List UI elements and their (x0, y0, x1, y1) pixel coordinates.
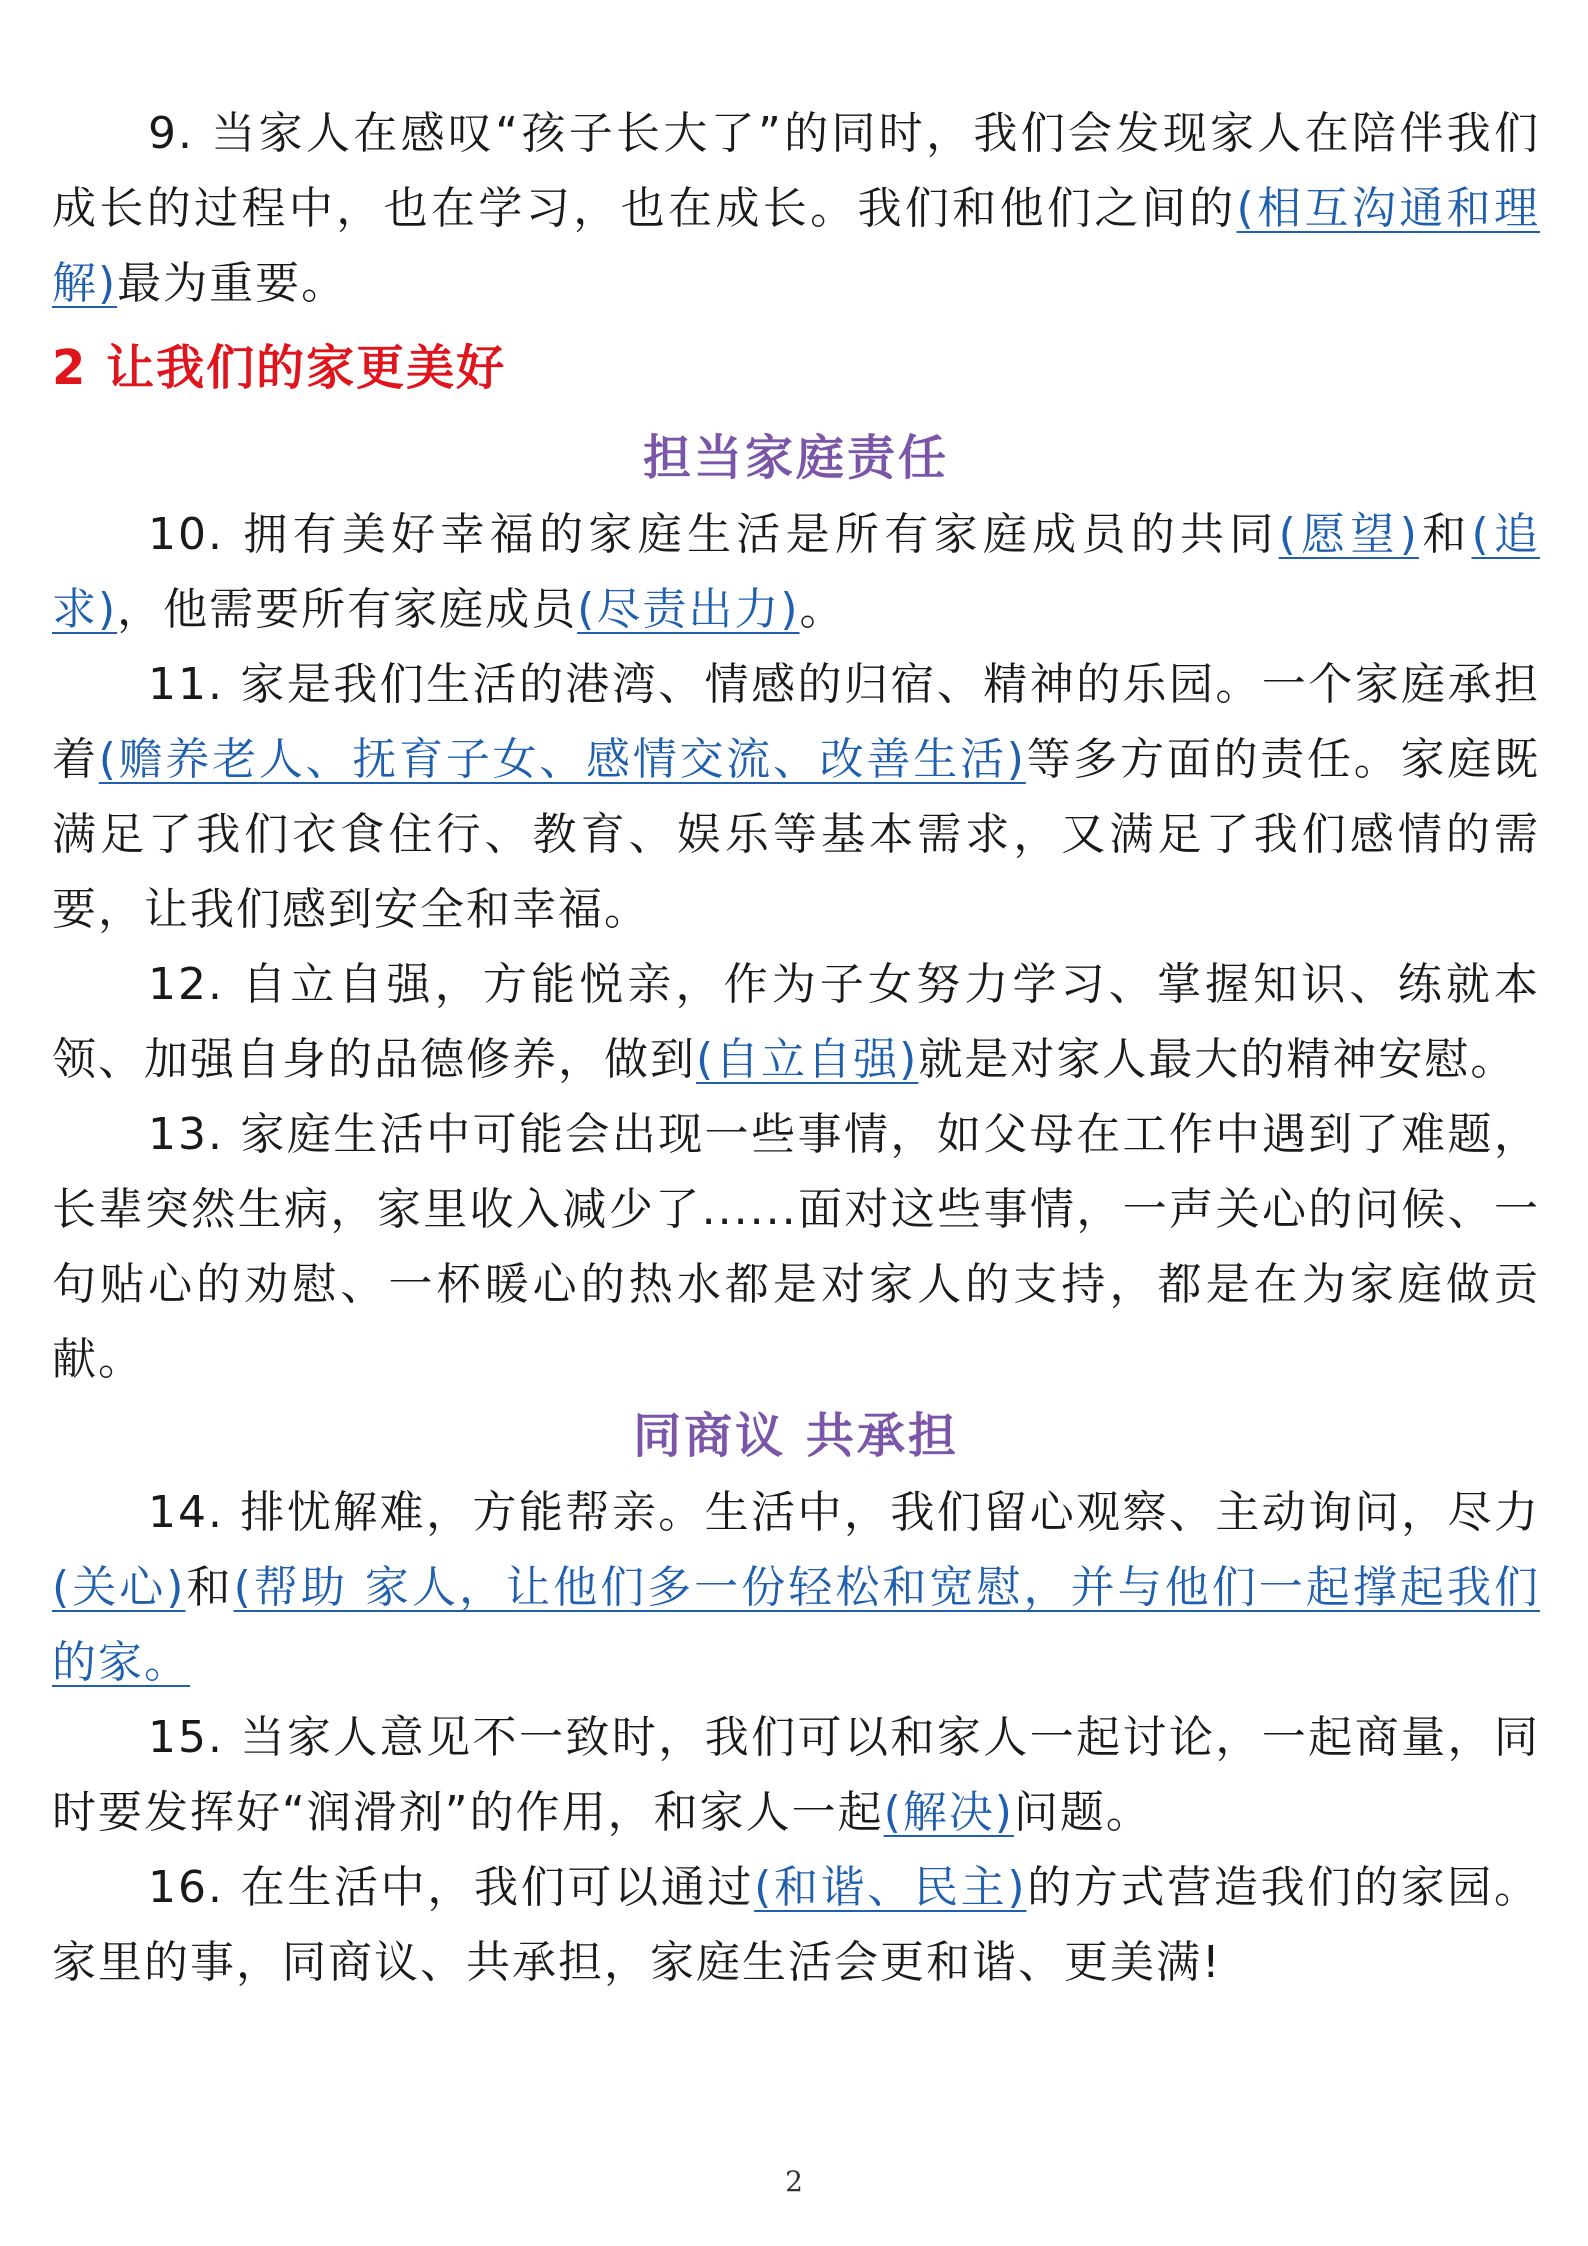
item-14 (52, 1475, 1540, 1700)
item-text: 15. 当家人意见不一致时，我们可以和家人一起讨论，一起商量，同时要发挥好“润滑剂”的作用，和家人一起 (52, 1712, 1540, 1838)
answer-blank: (和谐、民主) (754, 1862, 1027, 1913)
subheading-discuss-together: 同商议 共承担 (633, 1408, 959, 1464)
item-text: 12. 自立自强，方能悦亲，作为子女努力学习、掌握知识、练就本领、加强自身的品德修养，做到 (52, 959, 1540, 1085)
answer-blank: (相互沟通和理解) (52, 183, 1541, 309)
item-text: 等多方面的责任。家庭既满足了我们衣食住行、教育、娱乐等基本需求，又满足了我们感情的需要，让我们感到安全和幸福。 (52, 734, 1541, 935)
item-text: 和 (185, 1562, 234, 1613)
item-text: 问题。 (1013, 1787, 1152, 1838)
item-text: 最为重要。 (117, 258, 348, 309)
item-text: ，他需要所有家庭成员 (117, 584, 578, 635)
answer-blank: (帮助 家人，让他们多一份轻松和宽慰，并与他们一起撑起我们的家。 (52, 1562, 1540, 1688)
item-11 (52, 647, 1540, 947)
item-13 (52, 1097, 1540, 1397)
item-9 (52, 96, 1540, 321)
section-title: 2 让我们的家更美好 (52, 340, 507, 396)
subheading-family-responsibility: 担当家庭责任 (642, 430, 949, 486)
item-text: 13. 家庭生活中可能会出现一些事情，如父母在工作中遇到了难题，长辈突然生病，家里收入减少了......面对这些事情，一声关心的问候、一句贴心的劝慰、一杯暖心的热水都是对家人的支持，都是在为家庭做贡献。 (52, 1109, 1540, 1385)
item-text: 。 (799, 584, 846, 635)
item-text: 的方式营造我们的家园。家里的事，同商议、共承担，家庭生活会更和谐、更美满! (52, 1862, 1540, 1988)
answer-blank: (关心) (52, 1562, 186, 1613)
item-16 (52, 1850, 1540, 2000)
document-page (52, 96, 1540, 2000)
item-text: 16. 在生活中，我们可以通过 (148, 1862, 755, 1913)
answer-blank: (追求) (52, 509, 1540, 635)
page-number: 2 (785, 2165, 803, 2198)
item-12 (52, 947, 1540, 1097)
answer-blank: (愿望) (1278, 509, 1419, 560)
item-text: 10. 拥有美好幸福的家庭生活是所有家庭成员的共同 (148, 509, 1279, 560)
answer-blank: (尽责出力) (577, 584, 800, 635)
item-15 (52, 1700, 1540, 1850)
item-text: 9. 当家人在感叹“孩子长大了”的同时，我们会发现家人在陪伴我们成长的过程中，也在学习，也在成长。我们和他们之间的 (52, 108, 1540, 234)
answer-blank: (赡养老人、抚育子女、感情交流、改善生活) (98, 734, 1026, 785)
item-text: 14. 排忧解难，方能帮亲。生活中，我们留心观察、主动询问，尽力 (148, 1487, 1540, 1538)
answer-blank: (解决) (883, 1787, 1014, 1838)
item-10 (52, 497, 1540, 647)
answer-blank: (自立自强) (696, 1034, 919, 1085)
item-text: 11. 家是我们生活的港湾、情感的归宿、精神的乐园。一个家庭承担着 (52, 659, 1540, 785)
item-text: 和 (1418, 509, 1472, 560)
item-text: 就是对家人最大的精神安慰。 (918, 1034, 1517, 1085)
